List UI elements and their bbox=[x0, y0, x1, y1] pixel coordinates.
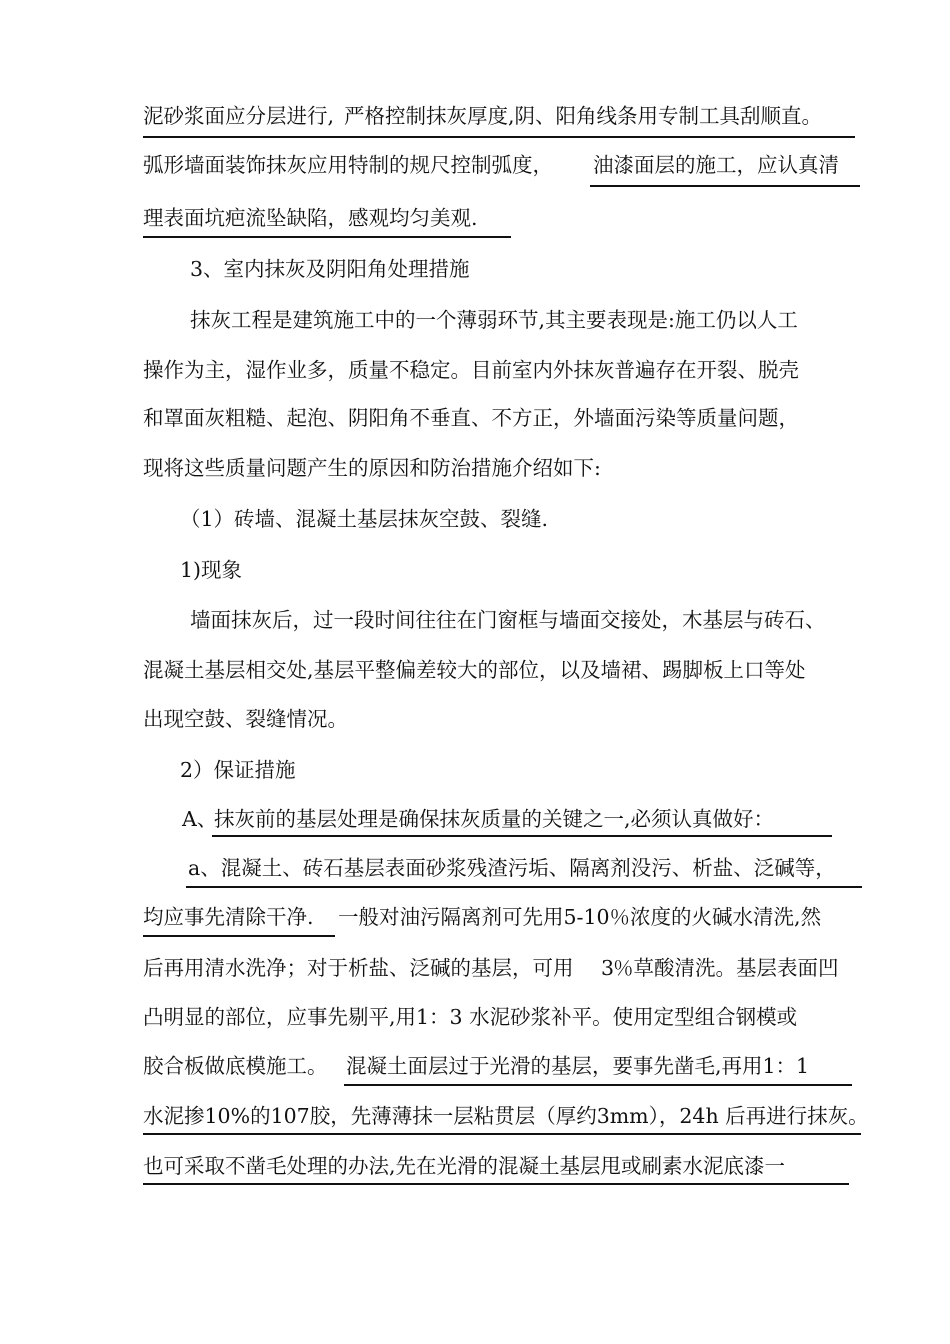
text-segment: 3 bbox=[601, 956, 615, 980]
underline bbox=[143, 935, 335, 937]
section-heading bbox=[0, 249, 950, 289]
paragraph-line bbox=[0, 198, 950, 238]
underline bbox=[143, 1133, 861, 1135]
text-segment: 理表面坑疤流坠缺陷，感观均匀美观. bbox=[143, 206, 478, 230]
text-segment: 2）保证措施 bbox=[180, 758, 296, 782]
text-segment: 操作为主，湿作业多，质量不稳定。目前室内外抹灰普遍存在开裂、脱壳 bbox=[143, 358, 799, 382]
underline bbox=[186, 886, 862, 888]
text-segment: 严格控制抹灰厚度,阴、阳角线条用专制工具刮顺直。 bbox=[344, 104, 823, 128]
paragraph-line bbox=[0, 350, 950, 390]
paragraph-line bbox=[0, 398, 950, 438]
underline bbox=[143, 1183, 849, 1185]
paragraph-line bbox=[0, 848, 950, 888]
text-segment: 混凝土基层相交处,基层平整偏差较大的部位，以及墙裙、踢脚板上口等处 bbox=[143, 658, 806, 682]
subheading bbox=[0, 499, 950, 539]
text-segment: 出现空鼓、裂缝情况。 bbox=[143, 707, 348, 731]
text-segment: 混凝土面层过于光滑的基层，要事先凿毛,再用1：1 bbox=[346, 1054, 810, 1078]
text-segment: a、混凝土、砖石基层表面砂浆残渣污垢、隔离剂没污、析盐、泛碱等， bbox=[188, 856, 836, 880]
paragraph-line bbox=[0, 448, 950, 488]
text-segment: 3、室内抹灰及阴阳角处理措施 bbox=[190, 257, 470, 281]
paragraph-line bbox=[0, 145, 950, 185]
text-segment: ％草酸清洗。基层表面凹 bbox=[613, 956, 839, 980]
paragraph-line bbox=[0, 650, 950, 690]
text-segment: 水泥掺10%的107胶，先薄薄抹一层粘贯层（厚约3mm），24h 后再进行抹灰。 bbox=[143, 1104, 869, 1128]
text-segment: 胶合板做底模施工。 bbox=[143, 1054, 328, 1078]
paragraph-line bbox=[0, 799, 950, 839]
text-segment: 后再用清水洗净；对于析盐、泛碱的基层，可用 bbox=[143, 956, 574, 980]
paragraph-line bbox=[0, 948, 950, 988]
paragraph-line bbox=[0, 96, 950, 136]
paragraph-line bbox=[0, 1146, 950, 1186]
underline bbox=[344, 1084, 852, 1086]
paragraph-line bbox=[0, 1046, 950, 1086]
text-segment: 和罩面灰粗糙、起泡、阴阳角不垂直、不方正，外墙面污染等质量问题， bbox=[143, 406, 799, 430]
paragraph-line bbox=[0, 300, 950, 340]
text-segment: 弧形墙面装饰抹灰应用特制的规尺控制弧度， bbox=[143, 153, 553, 177]
paragraph-line bbox=[0, 699, 950, 739]
text-segment: 凸明显的部位，应事先剔平,用1：3 水泥砂浆补平。使用定型组合钢模或 bbox=[143, 1005, 798, 1029]
subheading bbox=[0, 750, 950, 790]
text-segment: 油漆面层的施工，应认真清 bbox=[593, 153, 839, 177]
paragraph-line bbox=[0, 600, 950, 640]
underline bbox=[143, 236, 511, 238]
subheading bbox=[0, 550, 950, 590]
underline bbox=[590, 185, 860, 187]
text-segment: 抹灰工程是建筑施工中的一个薄弱环节,其主要表现是:施工仍以人工 bbox=[190, 308, 798, 332]
text-segment: 现将这些质量问题产生的原因和防治措施介绍如下: bbox=[143, 456, 601, 480]
text-segment: 1)现象 bbox=[180, 558, 243, 582]
paragraph-line bbox=[0, 1096, 950, 1136]
text-segment: （1）砖墙、混凝土基层抹灰空鼓、裂缝. bbox=[180, 507, 549, 531]
text-segment: 泥砂浆面应分层进行, bbox=[143, 104, 335, 128]
text-segment: 均应事先清除干净. bbox=[143, 905, 314, 929]
paragraph-line bbox=[0, 897, 950, 937]
underline bbox=[143, 136, 855, 138]
text-segment: 一般对油污隔离剂可先用5-10％浓度的火碱水清洗,然 bbox=[338, 905, 822, 929]
text-segment: 也可采取不凿毛处理的办法,先在光滑的混凝土基层甩或刷素水泥底漆一 bbox=[143, 1154, 786, 1178]
paragraph-line bbox=[0, 997, 950, 1037]
text-segment: 抹灰前的基层处理是确保抹灰质量的关键之一,必须认真做好： bbox=[214, 807, 775, 831]
text-segment: A、 bbox=[182, 807, 218, 831]
underline bbox=[212, 835, 832, 837]
text-segment: 墙面抹灰后，过一段时间往往在门窗框与墙面交接处，木基层与砖石、 bbox=[190, 608, 826, 632]
